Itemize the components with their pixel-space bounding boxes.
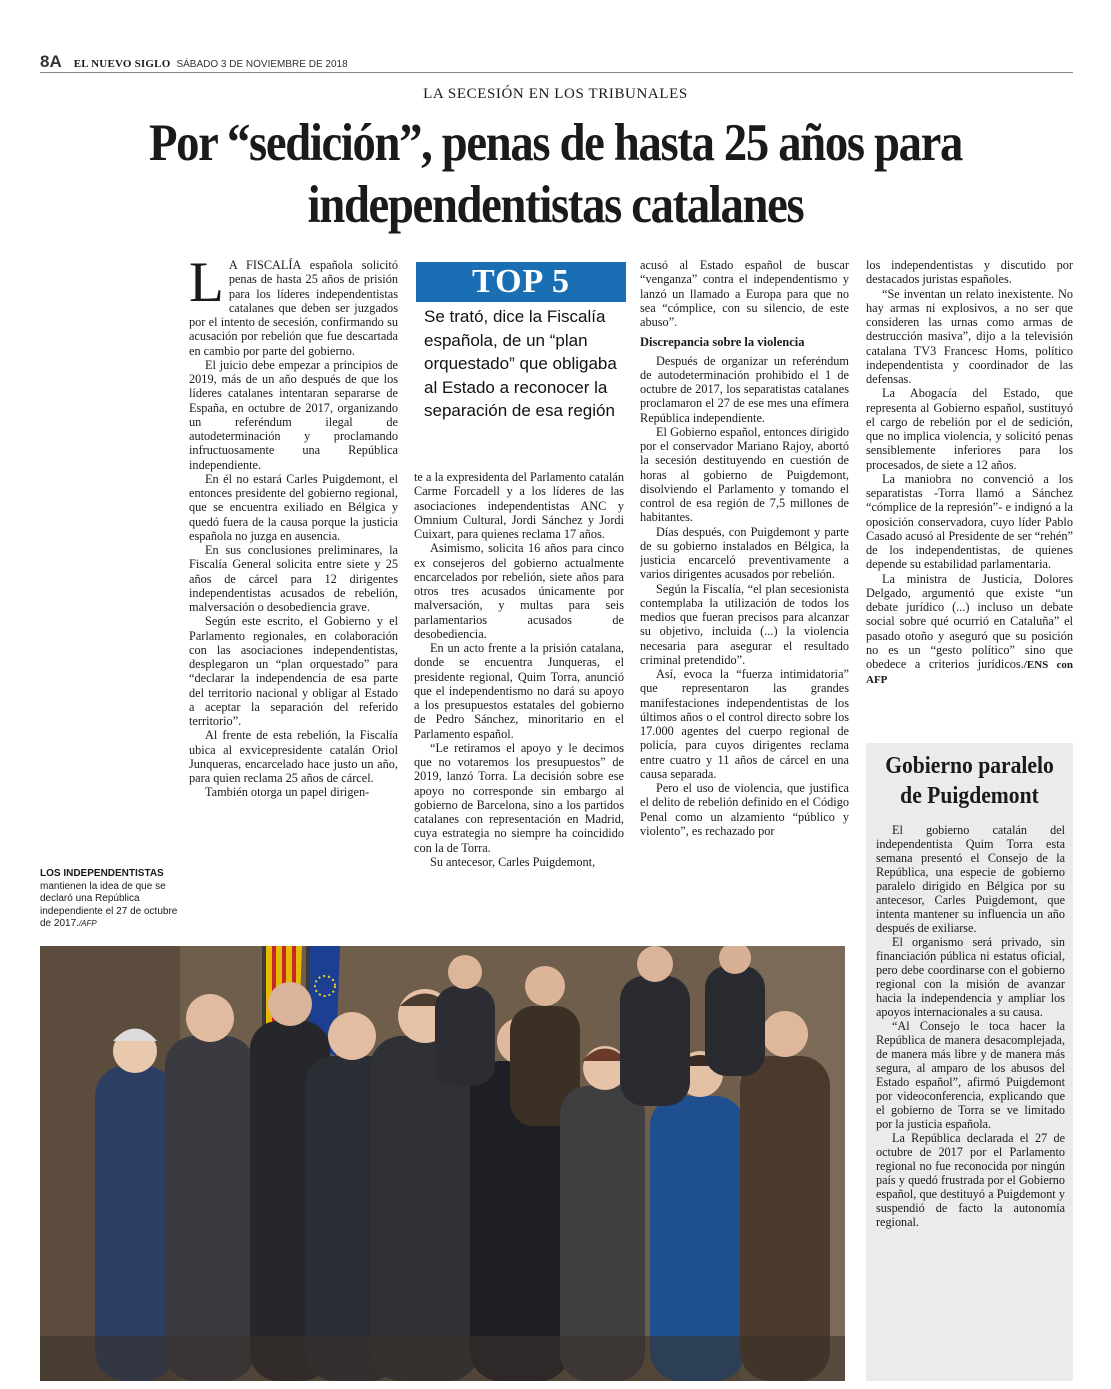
sidebar-title: Gobierno paralelo de Puigdemont <box>885 753 1054 809</box>
paragraph: Días después, con Puigdemont y parte de su gobierno instalados en Bélgica, la justicia encarceló preventivamente a varios dirigentes acusados por rebelión. <box>640 524 849 582</box>
paragraph: te a la expresidenta del Parlamento catalán Carme Forcadell y a los líderes de las asociaciones independentistas ANC y Omnium Cultural, Jordi Sánchez y Jordi Cuixart, para quienes reclama 17 años. <box>414 470 624 541</box>
paragraph: Asimismo, solicita 16 años para cinco ex consejeros del gobierno actualmente encarcelados por rebelión, siete años para otros tres acusados únicamente por malversación, y multas para seis parlamentarios acusados de desobediencia. <box>414 541 624 641</box>
paragraph-text: La ministra de Justicia, Dolores Delgado, argumentó que existe “un debate jurídico (...) incluso un debate social sobre qué ocurrió en Cataluña” el pasado otoño y aseguró que su posición no es un “gesto político” sino que obedece a criterios jurídicos. <box>866 571 1073 671</box>
paragraph: Al frente de esta rebelión, la Fiscalía ubica al exvicepresidente catalán Oriol Junqueras, encarcelado hace justo un año, para quien reclama 25 años de cárcel. <box>189 728 398 785</box>
newspaper-name: EL NUEVO SIGLO <box>73 58 171 70</box>
paragraph: Según este escrito, el Gobierno y el Parlamento regionales, en colaboración con las asociaciones independentistas, desplegaron un “plan orquestado” para “declarar la independencia de esa parte del territorio nacional y obligar al Estado a aceptar la separación del referido territorio”. <box>189 614 398 728</box>
paragraph: También otorga un papel dirigen- <box>205 785 370 800</box>
page-number: 8A <box>40 52 62 71</box>
paragraph: La Abogacía del Estado, que representa al Gobierno español, sustituyó el cargo de rebelión por el de sedición, que no implica violencia, y solicitó penas sensiblemente inferiores para los procesados, de siete a 12 años. <box>866 386 1073 472</box>
article-credit: /ENS con AFP <box>866 659 1073 687</box>
paragraph: los independentistas y discutido por destacados juristas españoles. <box>866 258 1073 287</box>
paragraph: En él no estará Carles Puigdemont, el entonces presidente del gobierno regional, que se encuentra exiliado en Bélgica y quedó fuera de la causa porque la justicia española no juzga en ausencia. <box>189 471 398 543</box>
paragraph <box>866 572 1073 688</box>
drop-cap: L <box>189 258 224 314</box>
paragraph: “Al Consejo le toca hacer la República de manera desacomplejada, de manera más libre y de manera más segura, al amparo de los abusos del Estado español”, afirmó Puigdemont por videoconferencia, explicando que el gobierno de Torra se ve limitado por la justicia española. <box>876 1019 1065 1131</box>
paragraph: “Se inventan un relato inexistente. No hay armas ni explosivos, a no ser que consideren las urnas como armas de destrucción masiva”, dijo a la televisión catalana TV3 Francesc Homs, político independentista y coordinador de las defensas. <box>866 286 1073 386</box>
paragraph: Así, evoca la “fuerza intimidatoria” que representaron las grandes manifestaciones independentistas de los últimos años o el control directo sobre los 17.000 agentes del cuerpo regional de policía, para cuyos dirigentes reclama entre cuatro y 11 años de cárcel en una causa separada. <box>640 667 849 781</box>
top-rule <box>40 72 1073 73</box>
article-column-3 <box>640 258 849 938</box>
caption-text: mantienen la idea de que se declaró una República independiente el 27 de octubre de 2017. <box>40 880 178 929</box>
issue-date: SÁBADO 3 DE NOVIEMBRE DE 2018 <box>176 59 348 70</box>
article-column-2 <box>414 470 624 938</box>
article-column-4 <box>866 258 1073 736</box>
paragraph: acusó al Estado español de buscar “venganza” contra el independentismo y lanzó un llamado a Europa para que no sea “cómplice, con su silencio, de este abuso”. <box>640 258 849 329</box>
section-kicker: LA SECESIÓN EN LOS TRIBUNALES <box>423 86 688 102</box>
top5-pullquote <box>416 262 626 423</box>
photo-caption <box>40 868 180 931</box>
paragraph: En un acto frente a la prisión catalana, donde se encuentra Junqueras, el presidente regional, Quim Torra, anunció que el independentismo no dará su apoyo a los presupuestos estatales del gobierno de Pedro Sánchez, minoritario en el Parlamento español. <box>414 641 624 741</box>
page-folio <box>40 52 348 72</box>
paragraph: “Le retiramos el apoyo y le decimos que no votaremos los presupuestos” de 2019, lanzó Torra. La decisión sobre ese apoyo no corresponde sin embargo al gobierno de Barcelona, sino a los partidos catalanes con representación en Madrid, cuya estrategia no siempre ha coincidido con la de Torra. <box>414 740 624 855</box>
paragraph: El gobierno catalán del independentista Quim Torra esta semana presentó el Consejo de la República, una especie de gobierno paralelo dirigido en Bélgica por su antecesor, Carles Puigdemont, que intenta mantener su influencia un año después de exiliarse. <box>876 823 1065 935</box>
sidebar-box <box>866 743 1073 1381</box>
headline: Por “sedición”, penas de hasta 25 años para independentistas catalanes <box>148 114 963 234</box>
article-column-1 <box>189 258 398 938</box>
people-silhouettes <box>95 946 830 1381</box>
paragraph: La República declarada el 27 de octubre de 2017 por el Parlamento regional no fue reconocida por ningún país y quedó frustrada por el Gobierno español, que destituyó a Puigdemont y suspendió de facto la autonomía regional. <box>876 1131 1065 1229</box>
paragraph: El organismo será privado, sin financiación pública ni estatus oficial, pero debe coordinarse con el gobierno regional con la misión de avanzar hacia la independencia y ampliar los apoyos internacionales a su causa. <box>876 935 1065 1019</box>
paragraph: Según la Fiscalía, “el plan secesionista contemplaba la utilización de todos los medios que fueran precisos para alcanzar su objetivo, incluida (...) la violencia necesaria para asegurar el resultado criminal pretendido”. <box>640 581 849 667</box>
group-photo <box>40 946 845 1381</box>
paragraph: A FISCALÍA española solicitó penas de hasta 25 años de prisión para los líderes independentistas catalanes que deben ser juzgados por el intento de secesión, confirmando su acusación por rebelión que fue descartada en cambio por parte del gobierno. <box>189 258 398 358</box>
caption-lead: LOS INDEPENDENTISTAS <box>40 868 164 879</box>
paragraph: El juicio debe empezar a principios de 2019, más de un año después de que los líderes catalanes intentaran separarse de España, en octubre de 2017, organizando un referéndum ilegal de autodeterminación y proclamando infructuosamente una República independiente. <box>189 357 398 472</box>
paragraph: Después de organizar un referéndum de autodeterminación prohibido el 1 de octubre de 2017, los separatistas catalanes proclamaron el 27 de ese mes una efímera República independiente. <box>640 353 849 425</box>
group-photo-illustration <box>40 946 845 1381</box>
top5-label: TOP 5 <box>416 262 626 302</box>
paragraph: El Gobierno español, entonces dirigido por el conservador Mariano Rajoy, abortó la secesión destituyendo en cuestión de horas al gobierno de Puigdemont, disolviendo el Parlamento y tomando el control de esa región de 7,5 millones de habitantes. <box>640 424 849 525</box>
caption-source: /AFP <box>78 919 97 928</box>
paragraph: La maniobra no convenció a los separatistas -Torra llamó a Sánchez “cómplice de la represión”- e indignó a la oposición conservadora, cuyo líder Pablo Casado acusó al Presidente de ser “rehén” de los independentistas, de quienes depende su estabilidad parlamentaria. <box>866 471 1073 572</box>
paragraph: Su antecesor, Carles Puigdemont, <box>430 854 596 869</box>
pullquote-text: Se trató, dice la Fiscalía española, de un “plan orquestado” que obligaba al Estado a reconocer la separación de esa región <box>424 307 617 420</box>
subheading: Discrepancia sobre la violencia <box>640 335 805 350</box>
paragraph: Pero el uso de violencia, que justifica el delito de rebelión definido en el Código Penal como un alzamiento “público y violento”, es rechazado por <box>640 781 849 838</box>
paragraph: En sus conclusiones preliminares, la Fiscalía General solicita entre siete y 25 años de cárcel para 12 dirigentes independentistas acusados de rebelión, malversación o desobediencia grave. <box>189 543 398 614</box>
sidebar-body <box>866 811 1073 1229</box>
